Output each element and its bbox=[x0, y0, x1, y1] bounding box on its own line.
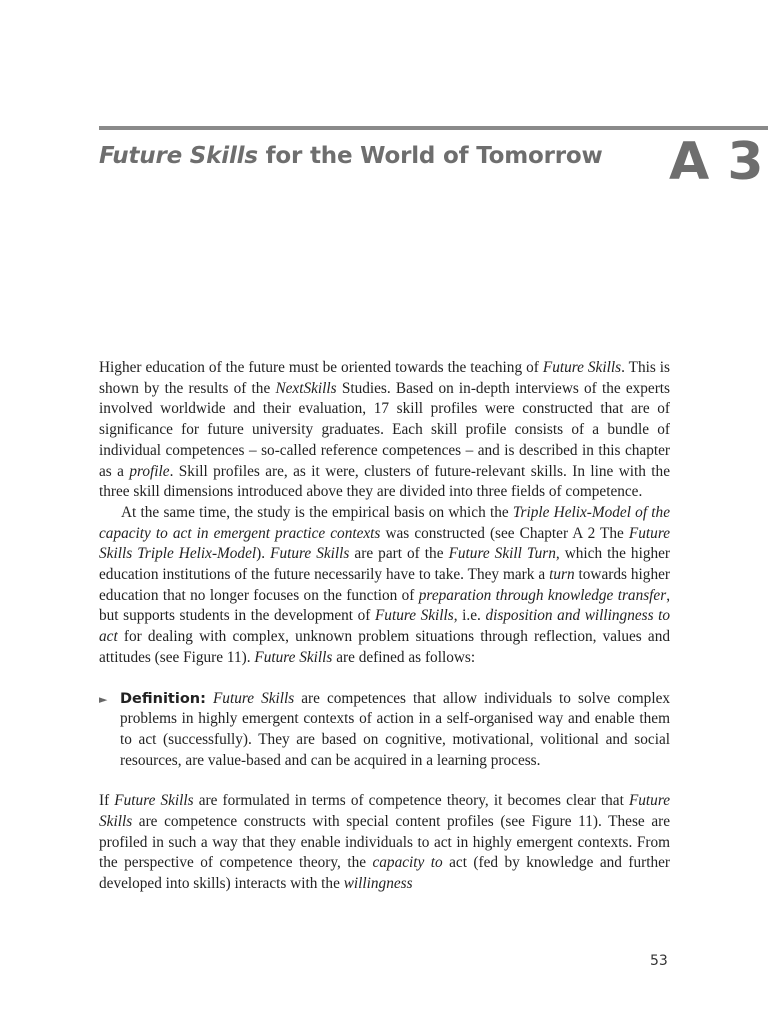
text-run: are formulated in terms of competence theory, it becomes clear that bbox=[193, 792, 629, 810]
italic-text-run: profile bbox=[129, 462, 170, 480]
definition-term: Definition: bbox=[120, 690, 206, 707]
paragraph-3 bbox=[99, 791, 670, 895]
body-text bbox=[99, 358, 670, 895]
text-run: are competence constructs with special content profiles (see Figure 11). These are profiled in such a way that they enable individuals to act in highly emergent contexts. From the perspective of competence theory, the bbox=[99, 813, 670, 872]
text-run: Higher education of the future must be oriented towards the teaching of bbox=[99, 359, 543, 376]
text-run: was constructed (see Chapter A 2 The bbox=[380, 524, 629, 542]
text-run: , but supports students in the development of bbox=[99, 586, 671, 625]
italic-text-run: turn bbox=[549, 566, 575, 584]
italic-text-run: Future Skills bbox=[270, 545, 350, 563]
italic-text-run: Future Skills bbox=[212, 689, 295, 707]
text-run: are competences that allow individuals to solve complex problems in highly emergent contexts of action in a self-organised way and enable them to act (successfully). They are based on cognitive, motivational, volitional and social resources, are value-based and can be acquired in a learning process. bbox=[120, 689, 671, 769]
italic-text-run: Future Skills bbox=[542, 359, 622, 376]
text-run: ). bbox=[256, 545, 271, 563]
chapter-title-rest: for the World of Tomorrow bbox=[257, 143, 603, 169]
italic-text-run: disposition and willingness to act bbox=[99, 607, 671, 646]
chapter-title-italic: Future Skills bbox=[99, 143, 258, 169]
page-number: 53 bbox=[650, 953, 668, 969]
paragraph-2 bbox=[99, 503, 670, 669]
text-run: which the higher education institutions of the future necessarily have to take. They mark a bbox=[99, 545, 670, 584]
text-run: for dealing with complex, unknown problem situations through reflection, values and attitudes (see Figure 11). bbox=[99, 628, 670, 666]
italic-text-run: willingness bbox=[343, 875, 413, 893]
text-run: . Skill profiles are, as it were, clusters of future-relevant skills. In line with the three skill dimensions introduced above they are divided into three fields of competence. bbox=[99, 462, 670, 501]
chapter-title bbox=[99, 143, 603, 169]
spacer bbox=[99, 771, 670, 791]
italic-text-run: Future Skills bbox=[374, 607, 454, 625]
text-run: are defined as follows: bbox=[332, 648, 476, 666]
text-run: . This is shown by the results of the bbox=[99, 359, 671, 397]
italic-text-run: preparation through knowledge transfer bbox=[418, 586, 667, 604]
text-run: At the same time, the study is the empirical basis on which the bbox=[121, 503, 513, 521]
italic-text-run: Future Skill Turn, bbox=[448, 545, 560, 563]
text-run: are part of the bbox=[349, 545, 449, 563]
italic-text-run: Future Skills bbox=[99, 792, 671, 831]
spacer bbox=[99, 669, 670, 689]
arrow-right-icon: ► bbox=[99, 692, 108, 706]
text-run: Studies. Based on in-depth interviews of the experts involved worldwide and their evaluation, 17 skill profiles were constructed that are of significance for future university graduates. Each skill profile consists of a bundle of individual competences – so-called reference competences – and is described in this chapter as a bbox=[99, 379, 670, 480]
text-run: If bbox=[99, 792, 115, 810]
header-rule bbox=[99, 126, 768, 130]
paragraph-1 bbox=[99, 358, 670, 503]
definition-block bbox=[99, 689, 670, 772]
italic-text-run: capacity to bbox=[372, 854, 443, 872]
italic-text-run: Triple Helix-Model of the capacity to act in emergent practice contexts bbox=[99, 503, 670, 542]
italic-text-run: Future Skills bbox=[114, 792, 194, 810]
italic-text-run: Future Skills Triple Helix-Model bbox=[99, 524, 670, 563]
text-run: towards higher education that no longer focuses on the function of bbox=[99, 566, 670, 604]
italic-text-run: NextSkills bbox=[275, 379, 337, 397]
text-run: , i.e. bbox=[453, 607, 486, 625]
chapter-code: A 3 bbox=[669, 132, 764, 192]
text-run bbox=[206, 690, 213, 707]
text-run: act (fed by knowledge and further developed into skills) interacts with the bbox=[99, 854, 670, 893]
italic-text-run: Future Skills bbox=[254, 648, 333, 666]
